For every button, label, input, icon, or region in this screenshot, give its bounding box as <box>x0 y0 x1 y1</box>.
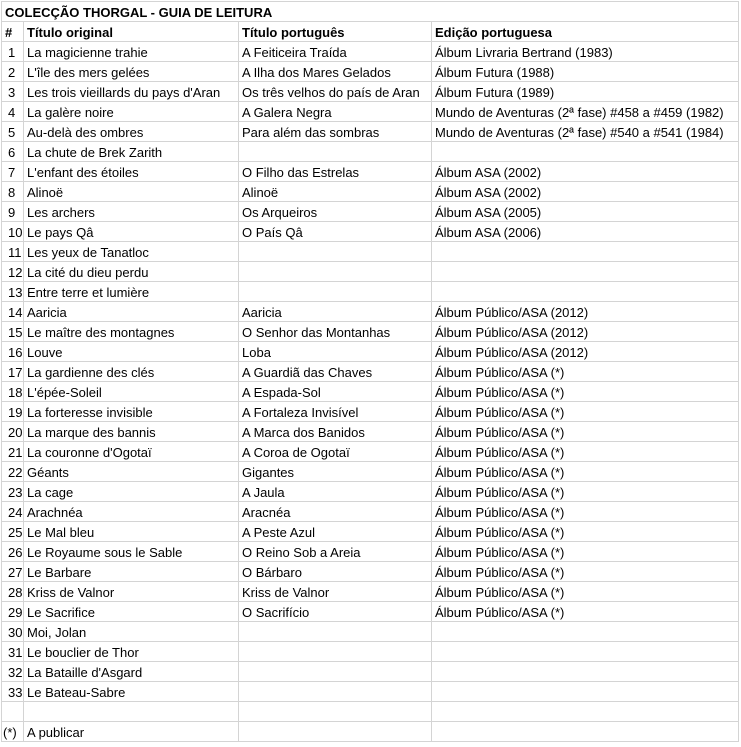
empty-cell[interactable] <box>239 722 432 742</box>
portuguese-edition-cell[interactable] <box>432 622 739 642</box>
portuguese-edition-cell[interactable]: Álbum Público/ASA (*) <box>432 582 739 602</box>
portuguese-edition-cell[interactable] <box>432 142 739 162</box>
portuguese-edition-cell[interactable]: Álbum Público/ASA (2012) <box>432 322 739 342</box>
empty-cell[interactable] <box>432 722 739 742</box>
portuguese-title-cell[interactable]: O País Qâ <box>239 222 432 242</box>
album-number-cell[interactable]: 10 <box>2 222 24 242</box>
table-row <box>2 262 739 282</box>
empty-cell[interactable] <box>432 702 739 722</box>
album-number-cell[interactable]: 9 <box>2 202 24 222</box>
table-row <box>2 42 739 62</box>
portuguese-edition-cell[interactable]: Álbum Futura (1988) <box>432 62 739 82</box>
portuguese-edition-cell[interactable]: Álbum Público/ASA (*) <box>432 502 739 522</box>
album-number-cell[interactable]: 5 <box>2 122 24 142</box>
empty-cell[interactable] <box>24 702 239 722</box>
original-title-cell[interactable]: Les yeux de Tanatloc <box>24 242 239 262</box>
portuguese-title-cell[interactable]: Kriss de Valnor <box>239 582 432 602</box>
original-title-cell[interactable]: La cage <box>24 482 239 502</box>
portuguese-title-cell[interactable]: A Jaula <box>239 482 432 502</box>
album-number-cell[interactable]: 11 <box>2 242 24 262</box>
original-title-cell[interactable]: Le Bateau-Sabre <box>24 682 239 702</box>
table-row <box>2 602 739 622</box>
portuguese-title-cell[interactable]: A Galera Negra <box>239 102 432 122</box>
portuguese-edition-cell[interactable] <box>432 662 739 682</box>
album-number-cell[interactable]: 2 <box>2 62 24 82</box>
table-row <box>2 242 739 262</box>
spreadsheet-grid <box>1 1 739 742</box>
original-title-cell[interactable]: La magicienne trahie <box>24 42 239 62</box>
header-portuguese-title[interactable]: Título português <box>239 22 432 42</box>
album-number-cell[interactable]: 17 <box>2 362 24 382</box>
original-title-cell[interactable]: Louve <box>24 342 239 362</box>
portuguese-edition-cell[interactable]: Álbum Público/ASA (*) <box>432 562 739 582</box>
album-number-cell[interactable]: 27 <box>2 562 24 582</box>
portuguese-edition-cell[interactable]: Álbum Público/ASA (*) <box>432 362 739 382</box>
table-row <box>2 282 739 302</box>
empty-cell[interactable] <box>239 702 432 722</box>
portuguese-edition-cell[interactable]: Álbum Público/ASA (*) <box>432 442 739 462</box>
portuguese-title-cell[interactable]: A Feiticeira Traída <box>239 42 432 62</box>
portuguese-title-cell[interactable]: A Fortaleza Invisível <box>239 402 432 422</box>
table-row <box>2 502 739 522</box>
table-row <box>2 382 739 402</box>
album-number-cell[interactable]: 8 <box>2 182 24 202</box>
original-title-cell[interactable]: La galère noire <box>24 102 239 122</box>
portuguese-title-cell[interactable]: O Bárbaro <box>239 562 432 582</box>
table-row <box>2 522 739 542</box>
original-title-cell[interactable]: Arachnéa <box>24 502 239 522</box>
portuguese-edition-cell[interactable]: Álbum Futura (1989) <box>432 82 739 102</box>
portuguese-title-cell[interactable]: Para além das sombras <box>239 122 432 142</box>
portuguese-title-cell[interactable]: Loba <box>239 342 432 362</box>
album-number-cell[interactable]: 21 <box>2 442 24 462</box>
album-number-cell[interactable]: 29 <box>2 602 24 622</box>
portuguese-title-cell[interactable]: A Espada-Sol <box>239 382 432 402</box>
album-number-cell[interactable]: 31 <box>2 642 24 662</box>
portuguese-title-cell[interactable]: Aracnéa <box>239 502 432 522</box>
portuguese-title-cell[interactable]: Gigantes <box>239 462 432 482</box>
portuguese-edition-cell[interactable]: Álbum Público/ASA (2012) <box>432 342 739 362</box>
table-row <box>2 202 739 222</box>
portuguese-edition-cell[interactable]: Álbum Público/ASA (*) <box>432 462 739 482</box>
table-row <box>2 322 739 342</box>
portuguese-edition-cell[interactable]: Álbum ASA (2002) <box>432 162 739 182</box>
original-title-cell[interactable]: Alinoë <box>24 182 239 202</box>
table-row <box>2 622 739 642</box>
original-title-cell[interactable]: Géants <box>24 462 239 482</box>
table-row <box>2 222 739 242</box>
album-number-cell[interactable]: 32 <box>2 662 24 682</box>
original-title-cell[interactable]: Le Sacrifice <box>24 602 239 622</box>
album-number-cell[interactable]: 28 <box>2 582 24 602</box>
album-number-cell[interactable]: 13 <box>2 282 24 302</box>
table-row <box>2 82 739 102</box>
portuguese-edition-cell[interactable]: Álbum ASA (2002) <box>432 182 739 202</box>
portuguese-edition-cell[interactable] <box>432 242 739 262</box>
portuguese-title-cell[interactable] <box>239 262 432 282</box>
album-number-cell[interactable]: 30 <box>2 622 24 642</box>
album-number-cell[interactable]: 6 <box>2 142 24 162</box>
table-row <box>2 642 739 662</box>
album-number-cell[interactable]: 15 <box>2 322 24 342</box>
portuguese-edition-cell[interactable] <box>432 282 739 302</box>
table-row <box>2 122 739 142</box>
original-title-cell[interactable]: Au-delà des ombres <box>24 122 239 142</box>
title-row <box>2 2 739 22</box>
portuguese-edition-cell[interactable]: Álbum Público/ASA (*) <box>432 422 739 442</box>
original-title-cell[interactable]: La gardienne des clés <box>24 362 239 382</box>
original-title-cell[interactable]: Kriss de Valnor <box>24 582 239 602</box>
album-number-cell[interactable]: 3 <box>2 82 24 102</box>
portuguese-edition-cell[interactable] <box>432 262 739 282</box>
album-number-cell[interactable]: 7 <box>2 162 24 182</box>
table-row <box>2 142 739 162</box>
portuguese-edition-cell[interactable]: Álbum ASA (2006) <box>432 222 739 242</box>
portuguese-title-cell[interactable]: A Ilha dos Mares Gelados <box>239 62 432 82</box>
table-row <box>2 582 739 602</box>
album-number-cell[interactable]: 33 <box>2 682 24 702</box>
portuguese-edition-cell[interactable]: Álbum Livraria Bertrand (1983) <box>432 42 739 62</box>
original-title-cell[interactable]: Le Barbare <box>24 562 239 582</box>
portuguese-edition-cell[interactable]: Álbum Público/ASA (*) <box>432 482 739 502</box>
original-title-cell[interactable]: L'épée-Soleil <box>24 382 239 402</box>
portuguese-title-cell[interactable]: A Marca dos Banidos <box>239 422 432 442</box>
original-title-cell[interactable]: Les trois vieillards du pays d'Aran <box>24 82 239 102</box>
portuguese-title-cell[interactable]: Os Arqueiros <box>239 202 432 222</box>
portuguese-edition-cell[interactable]: Álbum Público/ASA (*) <box>432 522 739 542</box>
original-title-cell[interactable]: Le maître des montagnes <box>24 322 239 342</box>
original-title-cell[interactable]: Le Royaume sous le Sable <box>24 542 239 562</box>
original-title-cell[interactable]: Le pays Qâ <box>24 222 239 242</box>
portuguese-title-cell[interactable]: Aaricia <box>239 302 432 322</box>
portuguese-edition-cell[interactable]: Mundo de Aventuras (2ª fase) #458 a #459 (1982) <box>432 102 739 122</box>
header-number[interactable]: # <box>2 22 24 42</box>
portuguese-title-cell[interactable] <box>239 662 432 682</box>
portuguese-title-cell[interactable] <box>239 242 432 262</box>
album-number-cell[interactable]: 25 <box>2 522 24 542</box>
original-title-cell[interactable]: Le Mal bleu <box>24 522 239 542</box>
portuguese-edition-cell[interactable]: Álbum Público/ASA (*) <box>432 602 739 622</box>
album-number-cell[interactable]: 19 <box>2 402 24 422</box>
original-title-cell[interactable]: Moi, Jolan <box>24 622 239 642</box>
original-title-cell[interactable]: La chute de Brek Zarith <box>24 142 239 162</box>
portuguese-title-cell[interactable] <box>239 142 432 162</box>
portuguese-title-cell[interactable]: A Coroa de Ogotaï <box>239 442 432 462</box>
portuguese-title-cell[interactable] <box>239 682 432 702</box>
album-number-cell[interactable]: 18 <box>2 382 24 402</box>
album-number-cell[interactable]: 20 <box>2 422 24 442</box>
table-row <box>2 342 739 362</box>
original-title-cell[interactable]: Les archers <box>24 202 239 222</box>
portuguese-edition-cell[interactable]: Mundo de Aventuras (2ª fase) #540 a #541 (1984) <box>432 122 739 142</box>
portuguese-edition-cell[interactable]: Álbum Público/ASA (2012) <box>432 302 739 322</box>
original-title-cell[interactable]: Aaricia <box>24 302 239 322</box>
original-title-cell[interactable]: L'enfant des étoiles <box>24 162 239 182</box>
table-row <box>2 402 739 422</box>
table-row <box>2 682 739 702</box>
original-title-cell[interactable]: La marque des bannis <box>24 422 239 442</box>
portuguese-title-cell[interactable]: A Guardiã das Chaves <box>239 362 432 382</box>
original-title-cell[interactable]: La Bataille d'Asgard <box>24 662 239 682</box>
table-row <box>2 422 739 442</box>
portuguese-edition-cell[interactable]: Álbum Público/ASA (*) <box>432 542 739 562</box>
original-title-cell[interactable]: Le bouclier de Thor <box>24 642 239 662</box>
footnote-mark[interactable]: (*) <box>2 722 24 742</box>
table-row <box>2 182 739 202</box>
album-number-cell[interactable]: 24 <box>2 502 24 522</box>
portuguese-title-cell[interactable]: O Sacrifício <box>239 602 432 622</box>
portuguese-title-cell[interactable]: Alinoë <box>239 182 432 202</box>
empty-row <box>2 702 739 722</box>
table-row <box>2 562 739 582</box>
footnote-row <box>2 722 739 742</box>
portuguese-title-cell[interactable] <box>239 282 432 302</box>
album-number-cell[interactable]: 4 <box>2 102 24 122</box>
table-row <box>2 62 739 82</box>
table-row <box>2 482 739 502</box>
table-row <box>2 302 739 322</box>
album-number-cell[interactable]: 16 <box>2 342 24 362</box>
portuguese-edition-cell[interactable] <box>432 642 739 662</box>
portuguese-title-cell[interactable] <box>239 642 432 662</box>
header-portuguese-edition[interactable]: Edição portuguesa <box>432 22 739 42</box>
table-row <box>2 362 739 382</box>
original-title-cell[interactable]: La cité du dieu perdu <box>24 262 239 282</box>
original-title-cell[interactable]: La forteresse invisible <box>24 402 239 422</box>
empty-cell[interactable] <box>2 702 24 722</box>
album-number-cell[interactable]: 26 <box>2 542 24 562</box>
album-number-cell[interactable]: 1 <box>2 42 24 62</box>
table-row <box>2 662 739 682</box>
portuguese-title-cell[interactable]: A Peste Azul <box>239 522 432 542</box>
table-row <box>2 162 739 182</box>
original-title-cell[interactable]: La couronne d'Ogotaï <box>24 442 239 462</box>
header-original-title[interactable]: Título original <box>24 22 239 42</box>
portuguese-title-cell[interactable]: Os três velhos do país de Aran <box>239 82 432 102</box>
portuguese-title-cell[interactable]: O Senhor das Montanhas <box>239 322 432 342</box>
album-number-cell[interactable]: 12 <box>2 262 24 282</box>
footnote-text[interactable]: A publicar <box>24 722 239 742</box>
portuguese-title-cell[interactable] <box>239 622 432 642</box>
album-number-cell[interactable]: 23 <box>2 482 24 502</box>
sheet-title[interactable]: COLECÇÃO THORGAL - GUIA DE LEITURA <box>2 2 739 22</box>
table-row <box>2 442 739 462</box>
portuguese-edition-cell[interactable]: Álbum ASA (2005) <box>432 202 739 222</box>
original-title-cell[interactable]: Entre terre et lumière <box>24 282 239 302</box>
table-row <box>2 462 739 482</box>
table-row <box>2 542 739 562</box>
portuguese-title-cell[interactable]: O Filho das Estrelas <box>239 162 432 182</box>
portuguese-edition-cell[interactable]: Álbum Público/ASA (*) <box>432 402 739 422</box>
table-row <box>2 102 739 122</box>
album-number-cell[interactable]: 14 <box>2 302 24 322</box>
portuguese-edition-cell[interactable] <box>432 682 739 702</box>
header-row <box>2 22 739 42</box>
album-number-cell[interactable]: 22 <box>2 462 24 482</box>
portuguese-title-cell[interactable]: O Reino Sob a Areia <box>239 542 432 562</box>
portuguese-edition-cell[interactable]: Álbum Público/ASA (*) <box>432 382 739 402</box>
original-title-cell[interactable]: L'île des mers gelées <box>24 62 239 82</box>
